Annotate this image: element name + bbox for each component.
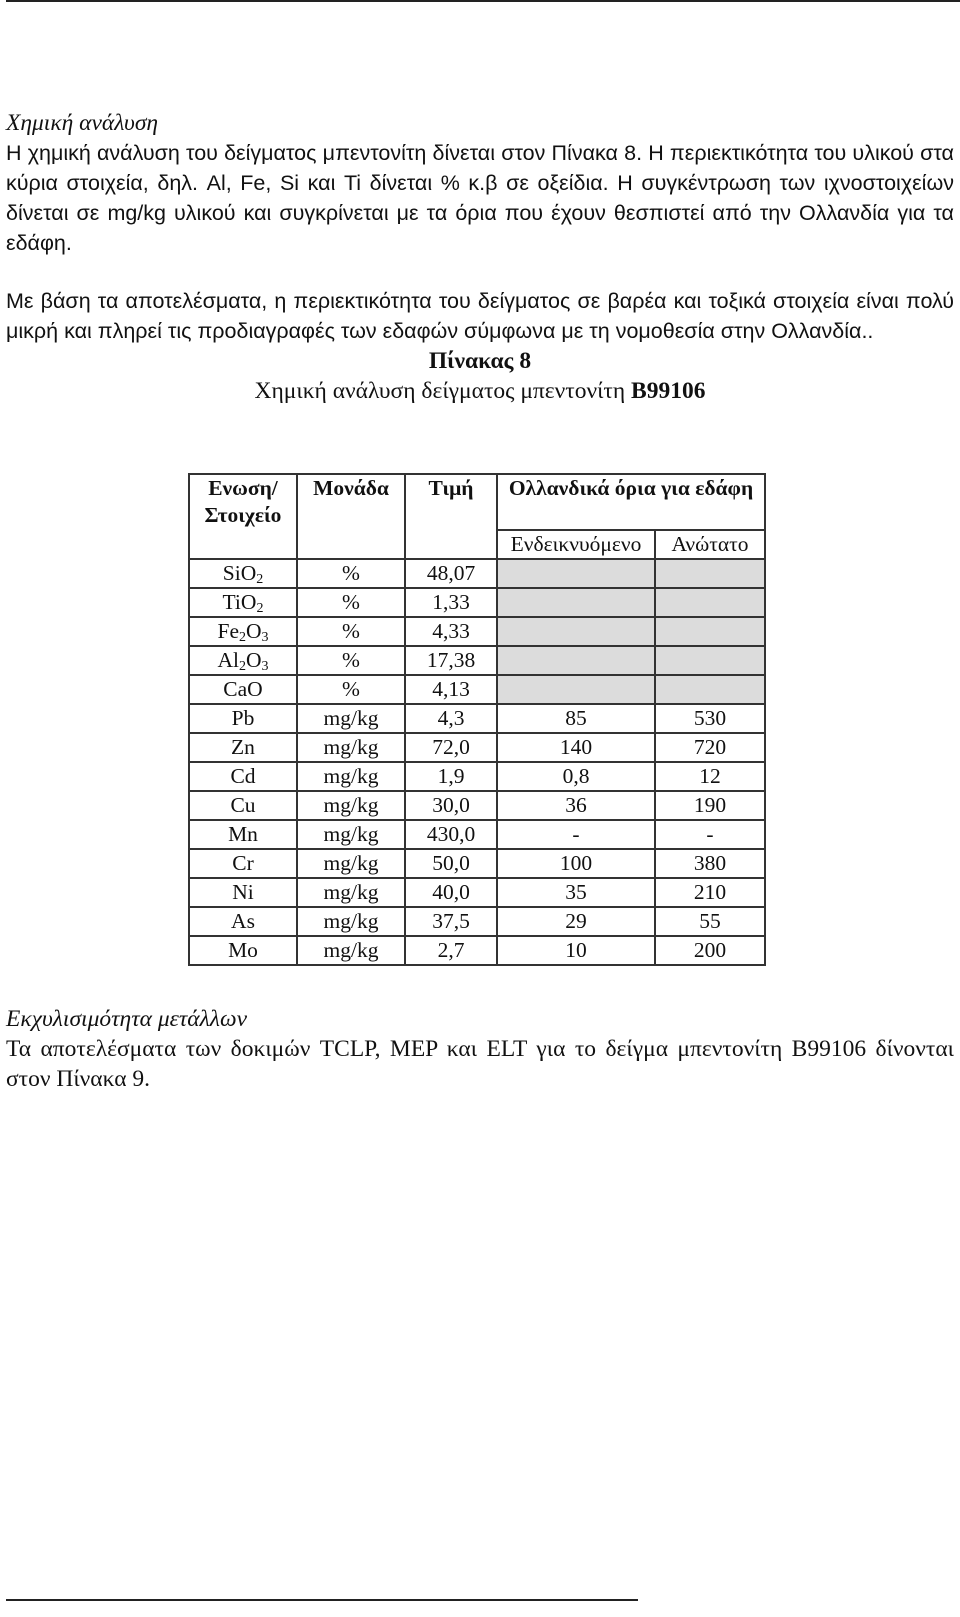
table-caption: [6, 376, 954, 406]
cell-indicative: 100: [497, 849, 655, 878]
cell-indicative: 0,8: [497, 762, 655, 791]
cell-value: 4,13: [405, 675, 497, 704]
cell-maximum: 190: [655, 791, 765, 820]
cell-maximum: 55: [655, 907, 765, 936]
cell-value: 1,9: [405, 762, 497, 791]
cell-value: 48,07: [405, 559, 497, 588]
cell-compound: Mo: [189, 936, 297, 965]
cell-indicative: 29: [497, 907, 655, 936]
table-row: [189, 733, 765, 762]
cell-value: 37,5: [405, 907, 497, 936]
cell-compound: $Fe_2O_3$: [189, 617, 297, 646]
cell-unit: mg/kg: [297, 936, 405, 965]
cell-unit: %: [297, 646, 405, 675]
cell-indicative: 85: [497, 704, 655, 733]
cell-indicative: 140: [497, 733, 655, 762]
cell-indicative-empty: [497, 617, 655, 646]
table-row: [189, 849, 765, 878]
cell-indicative-empty: [497, 646, 655, 675]
cell-indicative: 35: [497, 878, 655, 907]
table-row: [189, 588, 765, 617]
table-header-row: [189, 474, 765, 530]
cell-maximum: 530: [655, 704, 765, 733]
header-maximum: Ανώτατο: [655, 530, 765, 559]
cell-compound: SiO$_2$: [189, 559, 297, 588]
cell-maximum-empty: [655, 675, 765, 704]
cell-compound: Mn: [189, 820, 297, 849]
cell-value: 1,33: [405, 588, 497, 617]
cell-unit: mg/kg: [297, 762, 405, 791]
cell-unit: %: [297, 617, 405, 646]
section-metal-leachability: [6, 1004, 954, 1094]
cell-compound: CaO: [189, 675, 297, 704]
cell-indicative: 10: [497, 936, 655, 965]
cell-maximum: 200: [655, 936, 765, 965]
cell-unit: %: [297, 675, 405, 704]
cell-indicative: 36: [497, 791, 655, 820]
cell-compound: Zn: [189, 733, 297, 762]
bottom-rule: [6, 1599, 638, 1601]
table-row: [189, 791, 765, 820]
table-row: [189, 820, 765, 849]
paragraph-intro: Η χημική ανάλυση του δείγματος μπεντονίτη δίνεται στον Πίνακα 8. Η περιεκτικότητα του υλικού στα κύρια στοιχεία, δηλ. Al, Fe, Si και Ti δίνεται % κ.β σε οξείδια. Η συγκέντρωση των ιχνοστοιχείων δίνεται σε mg/kg υλικού και συγκρίνεται με τα όρια που έχουν θεσπιστεί από την Ολλανδία για τα εδάφη.: [6, 141, 954, 255]
cell-value: 50,0: [405, 849, 497, 878]
table-row: [189, 936, 765, 965]
table-row: [189, 907, 765, 936]
cell-value: 430,0: [405, 820, 497, 849]
cell-compound: Cr: [189, 849, 297, 878]
table-caption-code: B99106: [631, 378, 706, 404]
cell-compound: Ni: [189, 878, 297, 907]
cell-value: 4,33: [405, 617, 497, 646]
table-row: [189, 646, 765, 675]
table-caption-text: Χημική ανάλυση δείγματος μπεντονίτη: [254, 378, 626, 404]
cell-indicative-empty: [497, 675, 655, 704]
cell-maximum: 12: [655, 762, 765, 791]
cell-unit: mg/kg: [297, 820, 405, 849]
cell-indicative-empty: [497, 588, 655, 617]
table-row: [189, 762, 765, 791]
cell-maximum-empty: [655, 646, 765, 675]
cell-value: 72,0: [405, 733, 497, 762]
cell-compound: Cd: [189, 762, 297, 791]
table-body: [189, 559, 765, 965]
cell-maximum-empty: [655, 559, 765, 588]
paragraph-results: Με βάση τα αποτελέσματα, η περιεκτικότητα του δείγματος σε βαρέα και τοξικά στοιχεία είναι πολύ μικρή και πληρεί τις προδιαγραφές των εδαφών σύμφωνα με τη νομοθεσία στην Ολλανδία..: [6, 289, 954, 343]
cell-unit: %: [297, 588, 405, 617]
cell-unit: mg/kg: [297, 907, 405, 936]
header-indicative: Ενδεικνυόμενο: [497, 530, 655, 559]
cell-maximum: 720: [655, 733, 765, 762]
chemical-analysis-table: [188, 473, 766, 966]
cell-indicative-empty: [497, 559, 655, 588]
table-row: [189, 704, 765, 733]
cell-unit: %: [297, 559, 405, 588]
top-rule: [6, 0, 960, 2]
table-row: [189, 675, 765, 704]
cell-value: 2,7: [405, 936, 497, 965]
cell-maximum-empty: [655, 588, 765, 617]
section-title: Εκχυλισιμότητα μετάλλων: [6, 1006, 248, 1032]
cell-compound: Pb: [189, 704, 297, 733]
section-title: Χημική ανάλυση: [6, 110, 159, 136]
cell-unit: mg/kg: [297, 878, 405, 907]
cell-compound: Cu: [189, 791, 297, 820]
cell-maximum: 210: [655, 878, 765, 907]
cell-value: 40,0: [405, 878, 497, 907]
cell-unit: mg/kg: [297, 733, 405, 762]
table-label: Πίνακας 8: [428, 348, 532, 374]
cell-maximum-empty: [655, 617, 765, 646]
cell-unit: mg/kg: [297, 791, 405, 820]
cell-unit: mg/kg: [297, 704, 405, 733]
cell-maximum: 380: [655, 849, 765, 878]
cell-value: 30,0: [405, 791, 497, 820]
cell-indicative: -: [497, 820, 655, 849]
cell-maximum: -: [655, 820, 765, 849]
header-dutch-limits: Ολλανδικά όρια για εδάφη: [497, 474, 765, 530]
header-unit: Μονάδα: [297, 474, 405, 559]
cell-compound: $Al_2O_3$: [189, 646, 297, 675]
table-row: [189, 617, 765, 646]
cell-value: 4,3: [405, 704, 497, 733]
table-row: [189, 878, 765, 907]
cell-unit: mg/kg: [297, 849, 405, 878]
header-compound: Ενωση/ Στοιχείο: [189, 474, 297, 559]
cell-compound: TiO$_2$: [189, 588, 297, 617]
header-value: Τιμή: [405, 474, 497, 559]
section-chemical-analysis: [6, 108, 954, 406]
table-row: [189, 559, 765, 588]
cell-compound: As: [189, 907, 297, 936]
cell-value: 17,38: [405, 646, 497, 675]
paragraph-leachability: Τα αποτελέσματα των δοκιμών TCLP, MEP και ELT για το δείγμα μπεντονίτη B99106 δίνονται στον Πίνακα 9.: [6, 1036, 954, 1092]
